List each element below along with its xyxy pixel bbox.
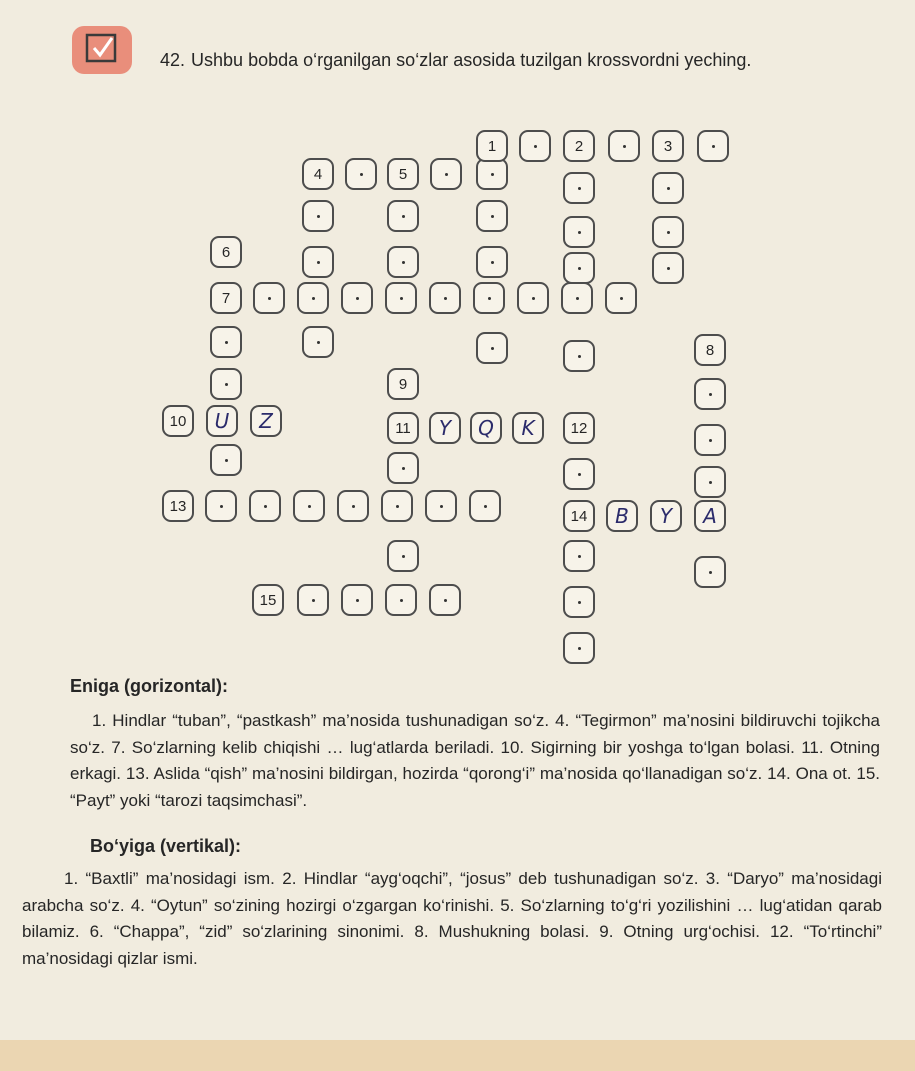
crossword-numbered-cell[interactable]: 10 [162, 405, 194, 437]
crossword-cell[interactable] [387, 246, 419, 278]
across-clue-number: 4. [555, 711, 570, 730]
across-title: Eniga (gorizontal): [70, 676, 228, 696]
down-clue: So‘zlarning to‘g‘ri yozilishini … lug‘atidan qarab bilamiz. [22, 895, 882, 941]
crossword-cell[interactable] [385, 584, 417, 616]
crossword-cell[interactable] [608, 130, 640, 162]
handwritten-letter: Y [659, 504, 673, 528]
crossword-cell[interactable] [345, 158, 377, 190]
across-clue: Otning erkagi. [70, 737, 880, 783]
crossword-numbered-cell[interactable]: 15 [252, 584, 284, 616]
crossword-cell[interactable] [302, 326, 334, 358]
crossword-cell[interactable] [694, 466, 726, 498]
crossword-cell[interactable] [694, 378, 726, 410]
crossword-cell[interactable] [429, 282, 461, 314]
crossword-cell[interactable] [302, 246, 334, 278]
across-clue: Aslida “qish” ma’nosini bildirgan, hozirda “qorong‘i” ma’nosida qo‘llanadigan so‘z. [149, 764, 768, 783]
crossword-numbered-cell[interactable]: 13 [162, 490, 194, 522]
crossword-cell[interactable] [519, 130, 551, 162]
across-clue-number: 15. [856, 764, 881, 783]
crossword-cell[interactable] [697, 130, 729, 162]
crossword-cell[interactable] [563, 216, 595, 248]
down-clue: “Oytun” so‘zining hozirgi o‘zgargan ko‘rinishi. [144, 895, 501, 915]
across-clue-number: 1. [92, 711, 107, 730]
crossword-cell[interactable] [302, 200, 334, 232]
crossword-cell[interactable] [337, 490, 369, 522]
down-clue-number: 8. [414, 922, 429, 941]
down-clue-number: 9. [599, 922, 614, 941]
across-clue: “Tegirmon” ma’nosini bildiruvchi tojikcha so‘z. [70, 711, 881, 757]
down-clue: Mushukning bolasi. [428, 922, 600, 941]
crossword-numbered-cell[interactable]: 12 [563, 412, 595, 444]
crossword-cell[interactable] [476, 246, 508, 278]
crossword-cell[interactable] [563, 172, 595, 204]
crossword-cell[interactable] [469, 490, 501, 522]
crossword-cell[interactable] [652, 172, 684, 204]
crossword-cell[interactable] [249, 490, 281, 522]
down-clue: Otning urg‘ochisi. [613, 922, 770, 941]
crossword-cell[interactable] [563, 632, 595, 664]
handwritten-letter: B [615, 504, 629, 528]
down-clue-number: 5. [500, 895, 515, 915]
handwritten-letter: Y [438, 416, 452, 440]
crossword-numbered-cell[interactable]: 6 [210, 236, 242, 268]
down-clue: “Daryo” ma’nosidagi arabcha so‘z. [22, 869, 882, 915]
across-clue: Sigirning bir yoshga to‘lgan bolasi. [524, 737, 802, 757]
across-clue: Ona ot. [790, 764, 857, 783]
crossword-cell[interactable] [293, 490, 325, 522]
crossword-cell[interactable] [297, 282, 329, 314]
crossword-cell[interactable] [652, 216, 684, 248]
crossword-cell[interactable] [341, 584, 373, 616]
crossword-cell[interactable] [210, 368, 242, 400]
crossword-numbered-cell[interactable]: 3 [652, 130, 684, 162]
task-number: 42. [160, 50, 186, 70]
crossword-numbered-cell[interactable]: 8 [694, 334, 726, 366]
crossword-filled-cell[interactable] [429, 412, 461, 444]
crossword-cell[interactable] [210, 444, 242, 476]
across-clue-number: 13. [125, 764, 150, 783]
crossword-numbered-cell[interactable]: 1 [476, 130, 508, 162]
down-clue-number: 3. [705, 869, 720, 888]
crossword-cell[interactable] [430, 158, 462, 190]
crossword-cell[interactable] [476, 332, 508, 364]
task-instruction: Ushbu bobda o‘rganilgan so‘zlar asosida tuzilgan krossvordni yeching. [191, 50, 752, 70]
crossword-numbered-cell[interactable]: 11 [387, 412, 419, 444]
across-clue-number: 14. [767, 764, 791, 783]
crossword-cell[interactable] [473, 282, 505, 314]
down-clue: “Baxtli” ma’nosidagi ism. [78, 869, 283, 888]
crossword-cell[interactable] [563, 340, 595, 372]
crossword-numbered-cell[interactable]: 5 [387, 158, 419, 190]
crossword-cell[interactable] [561, 282, 593, 314]
crossword-filled-cell[interactable] [250, 405, 282, 437]
crossword-numbered-cell[interactable]: 4 [302, 158, 334, 190]
down-clues [22, 866, 882, 972]
crossword-cell[interactable] [425, 490, 457, 522]
down-clue: “Chappa”, “zid” so‘zlarining sinonimi. [103, 922, 415, 941]
crossword-filled-cell[interactable] [512, 412, 544, 444]
down-clue-number: 1. [64, 869, 79, 888]
crossword-numbered-cell[interactable]: 2 [563, 130, 595, 162]
down-clue-number: 6. [89, 922, 104, 941]
handwritten-letter: Q [478, 416, 494, 440]
crossword-numbered-cell[interactable]: 7 [210, 282, 242, 314]
crossword-filled-cell[interactable] [694, 500, 726, 532]
across-clue-number: 11. [801, 737, 824, 757]
handwritten-letter: Z [259, 409, 273, 433]
crossword-cell[interactable] [652, 252, 684, 284]
across-clues [70, 708, 880, 814]
crossword-filled-cell[interactable] [470, 412, 502, 444]
down-clue: Hindlar “ayg‘oqchi”, “josus” deb tushunadigan so‘z. [296, 869, 706, 888]
crossword-cell[interactable] [385, 282, 417, 314]
crossword-filled-cell[interactable] [206, 405, 238, 437]
crossword-cell[interactable] [605, 282, 637, 314]
handwritten-letter: U [214, 409, 230, 433]
crossword-cell[interactable] [387, 540, 419, 572]
across-clue: Hindlar “tuban”, “pastkash” ma’nosida tushunadigan so‘z. [106, 711, 556, 730]
crossword-cell[interactable] [210, 326, 242, 358]
across-clue-number: 10. [500, 737, 525, 757]
crossword-cell[interactable] [563, 252, 595, 284]
crossword-cell[interactable] [381, 490, 413, 522]
crossword-cell[interactable] [517, 282, 549, 314]
page-bottom-strip [0, 1040, 915, 1071]
down-clue: “To‘rtinchi” ma’nosidagi qizlar ismi. [22, 922, 882, 968]
across-clue: “Payt” yoki “tarozi taqsimchasi”. [70, 790, 308, 810]
crossword-cell[interactable] [205, 490, 237, 522]
crossword-filled-cell[interactable] [650, 500, 682, 532]
crossword-cell[interactable] [694, 424, 726, 456]
crossword-cell[interactable] [476, 200, 508, 232]
crossword-numbered-cell[interactable]: 14 [563, 500, 595, 532]
crossword-numbered-cell[interactable]: 9 [387, 368, 419, 400]
crossword-cell[interactable] [387, 452, 419, 484]
crossword-cell[interactable] [563, 540, 595, 572]
crossword-cell[interactable] [563, 458, 595, 490]
crossword-cell[interactable] [429, 584, 461, 616]
across-clue: So‘zlarning kelib chiqishi … lug‘atlarda beriladi. [125, 737, 501, 757]
down-clue-number: 2. [282, 869, 297, 888]
crossword-cell[interactable] [297, 584, 329, 616]
handwritten-letter: A [703, 504, 717, 528]
handwritten-letter: K [521, 416, 535, 440]
crossword-cell[interactable] [387, 200, 419, 232]
down-clue-number: 12. [769, 922, 794, 941]
crossword-cell[interactable] [253, 282, 285, 314]
crossword-cell[interactable] [476, 158, 508, 190]
crossword-cell[interactable] [694, 556, 726, 588]
across-clue-number: 7. [111, 737, 126, 757]
down-clue-number: 4. [130, 895, 145, 915]
crossword-cell[interactable] [341, 282, 373, 314]
crossword-filled-cell[interactable] [606, 500, 638, 532]
down-title: Bo‘yiga (vertikal): [90, 836, 242, 856]
crossword-cell[interactable] [563, 586, 595, 618]
